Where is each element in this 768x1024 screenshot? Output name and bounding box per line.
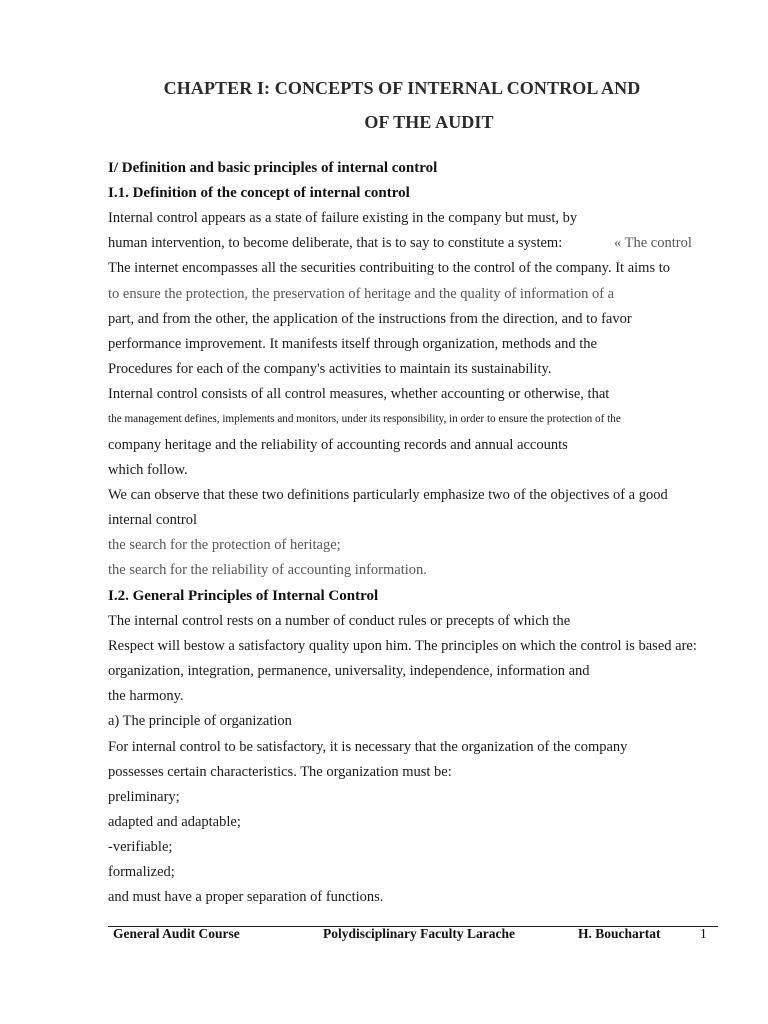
paragraph-line: part, and from the other, the application of the instructions from the direction, and to favor [108,311,632,327]
chapter-title-line-2: OF THE AUDIT [364,112,494,132]
paragraph-line: Respect will bestow a satisfactory quality upon him. The principles on which the control is based are: [108,638,697,654]
paragraph-line: human intervention, to become deliberate, that is to say to constitute a system: [108,235,563,251]
quote-fragment: « The control [614,235,692,251]
paragraph-line: to ensure the protection, the preservation of heritage and the quality of information of a [108,286,615,302]
paragraph-line: internal control [108,512,197,528]
paragraph-line: a) The principle of organization [108,713,292,729]
subsection-heading-2: I.2. General Principles of Internal Control [108,588,379,604]
footer-course: General Audit Course [113,926,240,941]
paragraph-line: Internal control consists of all control measures, whether accounting or otherwise, that [108,386,610,402]
list-item: formalized; [108,864,175,880]
page-number: 1 [700,926,707,941]
paragraph-line: the search for the protection of heritage; [108,537,341,553]
paragraph-line: the management defines, implements and monitors, under its responsibility, in order to ensure the protection of the [108,413,621,425]
subsection-heading-1: I.1. Definition of the concept of internal control [108,185,410,201]
paragraph-line: The internet encompasses all the securities contribuiting to the control of the company. It aims to [108,260,670,276]
paragraph-line: and must have a proper separation of functions. [108,889,384,905]
paragraph-line: organization, integration, permanence, universality, independence, information and [108,663,590,679]
list-item: -verifiable; [108,839,173,855]
footer-author: H. Bouchartat [578,926,661,941]
paragraph-line: which follow. [108,462,188,478]
list-item: preliminary; [108,789,180,805]
paragraph-line: the harmony. [108,688,184,704]
chapter-title-line-1: CHAPTER I: CONCEPTS OF INTERNAL CONTROL AND [163,78,641,98]
paragraph-line: company heritage and the reliability of accounting records and annual accounts [108,437,568,453]
section-heading: I/ Definition and basic principles of internal control [108,160,438,176]
footer-faculty: Polydisciplinary Faculty Larache [323,926,515,941]
paragraph-line: Procedures for each of the company's activities to maintain its sustainability. [108,361,552,377]
paragraph-line: We can observe that these two definitions particularly emphasize two of the objectives of a good [108,487,668,503]
paragraph-line: the search for the reliability of accounting information. [108,562,427,578]
paragraph-line: The internal control rests on a number of conduct rules or precepts of which the [108,613,571,629]
paragraph-line: possesses certain characteristics. The organization must be: [108,764,452,780]
paragraph-line: For internal control to be satisfactory, it is necessary that the organization of the company [108,739,628,755]
paragraph-line: performance improvement. It manifests itself through organization, methods and the [108,336,597,352]
paragraph-line: Internal control appears as a state of failure existing in the company but must, by [108,210,578,226]
list-item: adapted and adaptable; [108,814,241,830]
